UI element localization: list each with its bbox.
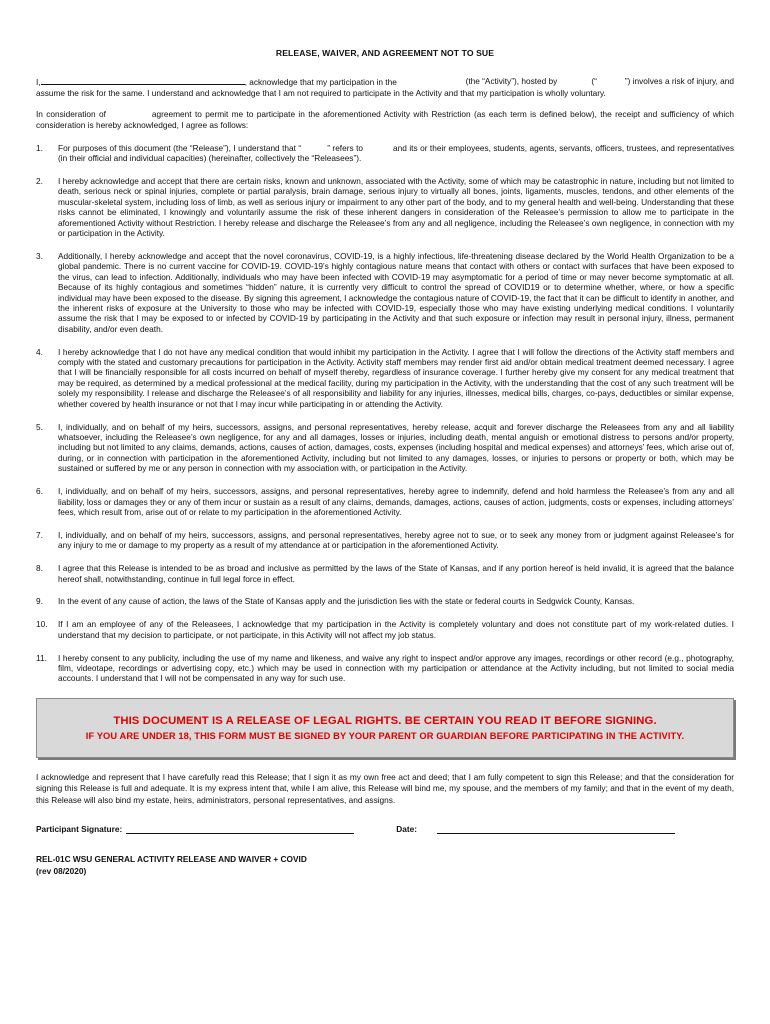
clause-number: 5. bbox=[36, 421, 43, 432]
clause-10 bbox=[36, 619, 734, 640]
signature-row bbox=[36, 824, 734, 834]
clause-3 bbox=[36, 251, 734, 334]
clause-8 bbox=[36, 563, 734, 584]
clause-number: 10. bbox=[36, 619, 48, 630]
clause-text: Additionally, I hereby acknowledge and accept that the novel coronavirus, COVID-19, is a highly infectious, life-threatening disease declared by the World Health Organization to be a global pandemic. There is no current vaccine for COVID-19. COVID-19’s highly contagious nature means that contact with others or contact with surfaces that have been exposed to the virus, can lead to infection. Additionally, individuals who may have been infected with COVID-19 may asymptomatic for a period of time or may never become symptomatic at all. Because of its highly contagious and sometimes “hidden” nature, it is currently very difficult to control the spread of COVID19 or to determine whether, where, or how a specific individual may have been exposed to the disease. By signing this agreement, I acknowledge the contagious nature of COVID-19, the fact that it can be difficult to identify in another, and the inherent risks of exposure at the University to those who may be infected with COVID-19, especially those who may have existing underlying medical conditions. I voluntarily assume the risk that I may be exposed to or infected by COVID-19 by participating in the Activity and that such exposure or infection may result in personal injury, illness, permanent disability, and/or even death. bbox=[58, 250, 734, 334]
consideration-prefix: In consideration of bbox=[36, 108, 106, 119]
clause-text: I agree that this Release is intended to be as broad and inclusive as permitted by the laws of the State of Kansas, and if any portion hereof is held invalid, it is agreed that the balance hereof shall, notwithstanding, continue in full legal force in effect. bbox=[58, 563, 734, 584]
clause-text: I hereby consent to any publicity, including the use of my name and likeness, and waive any right to inspect and/or approve any images, recordings or other record (e.g., photography, film, videotape, recordings or advertising copy, etc.) which may be used in connection with my participation or attendance at the Activity including, but not limited to social media accounts. I understand that I will not be compensated in any way for such use. bbox=[58, 652, 734, 684]
clause-7 bbox=[36, 530, 734, 551]
clause-number: 1. bbox=[36, 142, 43, 153]
form-id: REL-01C WSU GENERAL ACTIVITY RELEASE AND WAIVER + COVID bbox=[36, 854, 307, 865]
clause-text: I hereby acknowledge and accept that there are certain risks, known and unknown, associated with the Activity, some of which may be catastrophic in nature, including but not limited to death, serious neck or spinal injuries, complete or partial paralysis, brain damage, serious injury to virtually all bones, joints, ligaments, muscles, tendons, and other elements of the muscular-skeletal system, including loss of limb, as well as serious injury or impairment to any other part of the body, and to my general health and well-being. Understanding that these risks cannot be eliminated, I knowingly and voluntarily assume the risk of these inherent dangers in consideration of the Releasee’s permission to allow me to participate in the aforementioned Activity without Restriction. I hereby release and discharge the Releasee’s from any and all negligence, including the Releasee’s own negligence, in connection with my or participation in the Activity. bbox=[58, 175, 734, 238]
clause-number: 11. bbox=[36, 652, 47, 663]
clause-6 bbox=[36, 486, 734, 517]
clause-number: 3. bbox=[36, 250, 43, 261]
clause-text: If I am an employee of any of the Releasees, I acknowledge that my participation in the Activity is completely voluntary and does not constitute part of my work-related duties. I understand that my decision to participate, or not participate, in this Activity will not affect my job status. bbox=[58, 619, 734, 640]
intro-part4: (“ bbox=[591, 76, 597, 86]
form-revision: (rev 08/2020) bbox=[36, 865, 87, 876]
signature-label: Participant Signature: bbox=[36, 824, 123, 835]
clause-2 bbox=[36, 176, 734, 238]
clause-number: 9. bbox=[36, 596, 43, 607]
clause-number: 7. bbox=[36, 529, 43, 540]
clause-1-part1: For purposes of this document (the “Release”), I understand that “ bbox=[58, 142, 302, 153]
intro-line2: assume the risk for the same. I understand and acknowledge that I am not required to participate in the Activity and that my participation is wholly voluntary. bbox=[36, 88, 606, 99]
clause-1-part2: ” refers to bbox=[327, 142, 364, 153]
consideration-paragraph bbox=[36, 109, 734, 132]
legal-warning-box bbox=[36, 698, 734, 758]
date-label: Date: bbox=[396, 824, 417, 835]
clause-4 bbox=[36, 347, 734, 409]
participant-name-blank[interactable] bbox=[41, 76, 245, 85]
clause-1 bbox=[36, 143, 734, 164]
clause-text: In the event of any cause of action, the laws of the State of Kansas apply and the jurisdiction lies with the state or federal courts in Sedgwick County, Kansas. bbox=[58, 596, 635, 607]
clause-number: 6. bbox=[36, 486, 43, 497]
clause-text: I, individually, and on behalf of my heirs, successors, assigns, and personal representatives, hereby agree not to sue, or to seek any money from or judgment against Releasee’s for any injury to me or damage to my property as a result of my attendance at or participation in the aforementioned Activity. bbox=[58, 529, 734, 551]
document-title: RELEASE, WAIVER, AND AGREEMENT NOT TO SUE bbox=[275, 48, 495, 58]
warning-line-1: THIS DOCUMENT IS A RELEASE OF LEGAL RIGHTS. BE CERTAIN YOU READ IT BEFORE SIGNING. bbox=[113, 714, 657, 727]
clause-number: 4. bbox=[36, 346, 43, 357]
date-field[interactable] bbox=[437, 824, 675, 834]
clause-5 bbox=[36, 422, 734, 474]
clause-11 bbox=[36, 653, 734, 684]
intro-part2: , acknowledge that my participation in the bbox=[244, 77, 397, 87]
signature-field[interactable] bbox=[126, 824, 354, 834]
clause-text: I, individually, and on behalf of my heirs, successors, assigns, and personal representatives, hereby release, acquit and forever discharge the Releasees from any and all liability whatsoever, including the Releasee’s own negligence, for any and all damages, losses or injuries, including death, mental anguish or emotional distress to persons and/or property, including but not limited to any claims, demands, actions, causes of action, damages, costs, expenses (including hospital and medical expenses) and attorneys’ fees, which arise out of, during, or in connection with participation in the aforementioned Activity, including but not limited to any damages, losses, or injuries to persons or property or both, which may be sustained or suffered by me or any person in connection with my association with, or participation in the Activity. bbox=[58, 421, 734, 474]
acknowledgement-paragraph: I acknowledge and represent that I have carefully read this Release; that I sign it as my own free act and deed; that I am fully competent to sign this Release; and that the consideration for signing this Release is full and adequate. It is my express intent that, while I am alive, this Release will bind me, my spouse, and the members of my family; and that in the event of my death, this Release will also bind my estate, heirs, administrators, personal representatives, and assigns. bbox=[36, 771, 734, 805]
intro-prefix: I, bbox=[36, 77, 41, 87]
intro-part5: ”) involves a risk of injury, and bbox=[624, 76, 734, 86]
warning-line-2: IF YOU ARE UNDER 18, THIS FORM MUST BE SIGNED BY YOUR PARENT OR GUARDIAN BEFORE PARTICIPATING IN THE ACTIVITY. bbox=[85, 730, 685, 741]
clause-text: I hereby acknowledge that I do not have any medical condition that would inhibit my participation in the Activity. I agree that I will follow the directions of the Activity staff members and comply with the stated and customary precautions for participation in the Activity. Activity staff members may render first aid and/or obtain medical treatment deemed necessary. I agree that I will be financially responsible for all costs incurred on behalf of myself thereby, regardless of insurance coverage. I further hereby give my consent for any medical treatment that may be required, as determined by a medical professional at the medical facility, during my participation in the Activity, with the understanding that the cost of any such treatment will be solely my responsibility. I release and discharge the Releasee’s of all responsibility and liability for any injuries, illnesses, medical bills, charges, co-pays, deductibles or similar expense, whether covered by health insurance or not that I may incur while participating in or attending the Activity. bbox=[58, 346, 734, 409]
clause-number: 2. bbox=[36, 175, 43, 186]
form-footer bbox=[36, 854, 734, 877]
clause-1-part3: and its or their employees, students, agents, servants, officers, trustees, and representatives (in their official and individual capacities) (hereinafter, collectively the “Releasees”). bbox=[58, 142, 734, 164]
consideration-suffix: agreement to permit me to participate in the aforementioned Activity with Restriction (as each term is defined below), the receipt and sufficiency of which consideration is hereby acknowledged, I agree as follows: bbox=[36, 108, 734, 131]
clause-text: I, individually, and on behalf of my heirs, successors, assigns, and personal representatives, hereby agree to indemnify, defend and hold harmless the Releasee’s from any and all liability, loss or damages they or any of them incur or sustain as a result of any claims, demands, damages, actions, causes of action, judgments, costs or expenses, including attorneys’ fees, which result from, arise out of or relate to my participation in the aforementioned Activity. bbox=[58, 486, 734, 517]
intro-paragraph bbox=[36, 76, 734, 100]
intro-part3: (the “Activity”), hosted by bbox=[465, 76, 558, 86]
release-waiver-document bbox=[36, 48, 734, 877]
clause-number: 8. bbox=[36, 563, 43, 574]
clause-9 bbox=[36, 596, 734, 606]
